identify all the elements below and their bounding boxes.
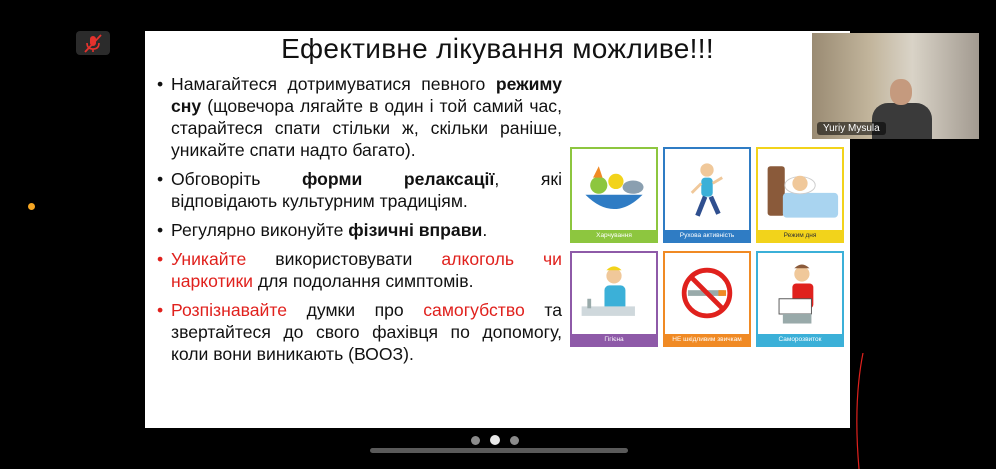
participant-name: Yuriy Mysula [817,122,886,135]
bullet-text-run: форми релаксації [302,169,495,189]
mic-off-button[interactable] [76,31,110,55]
bullet-marker: • [157,249,164,269]
participant-video-tile[interactable] [812,33,979,139]
bullet-marker: • [157,300,164,320]
bullet-text-run: Намагайтеся дотримуватися певного [171,74,496,94]
illustration-caption: Режим дня [758,230,842,241]
bullet-text [171,248,562,292]
bullet-text-run: самогубство [423,300,525,320]
bullet-list [157,73,562,372]
page-dot[interactable] [510,436,519,445]
illustration-card [570,147,658,243]
bullet-text-run: , які відповідають культурним традиціям. [171,169,562,211]
illustration-caption: Рухова активність [665,230,749,241]
sleeping-person-icon [760,151,840,229]
bullet-text-run: думки про [287,300,424,320]
bullet-text-run: Уникайте [171,249,247,269]
washing-hands-icon [574,255,654,333]
slide-title: Ефективне лікування можливе!!! [281,33,714,64]
bullet-text-run: фізичні вправи [348,220,483,240]
bullet-text-run: (щовечора лягайте в один і той самий час, старайтеся спати стільки ж, скільки раніше, уникайте спати надто багато). [171,96,562,160]
bullet-item [157,219,562,241]
page-dot[interactable] [471,436,480,445]
illustration-card [756,147,844,243]
illustration-card [663,251,751,347]
illustration-caption: Саморозвиток [758,334,842,345]
illustration-caption: Гігієна [572,334,656,345]
horizontal-scrollbar[interactable] [370,448,628,453]
bullet-marker: • [157,74,164,94]
illustration-grid [570,147,844,347]
bullet-text [171,299,562,365]
bullet-text-run: режиму сну [171,74,562,116]
illustration-card [756,251,844,347]
bullet-marker: • [157,220,164,240]
bullet-text [171,168,562,212]
bullet-text-run: алкоголь чи наркотики [171,249,562,291]
page-dot[interactable] [490,435,500,445]
illustration-card [570,251,658,347]
annotation-stroke [853,353,865,469]
bullet-item [157,168,562,212]
runner-icon [667,151,747,229]
status-dot-icon [28,203,35,210]
food-bowl-icon [574,151,654,229]
bullet-item [157,248,562,292]
bullet-text-run: Обговоріть [171,169,303,189]
mic-off-icon [76,31,110,55]
illustration-card [663,147,751,243]
participant-head [890,79,912,105]
illustration-caption: НЕ шкідливим звичкам [665,334,749,345]
bullet-text-run: Регулярно виконуйте [171,220,349,240]
bullet-text-run: Розпізнавайте [171,300,288,320]
bullet-text-run: використовувати [246,249,442,269]
illustration-caption: Харчування [572,230,656,241]
bullet-text-run: та звертайтеся до свого фахівця по допомогу, коли вони виникають (ВООЗ). [171,300,562,364]
bullet-text [171,73,562,161]
reading-person-icon [760,255,840,333]
bullet-item [157,73,562,161]
page-indicator[interactable] [471,434,519,446]
bullet-text-run: для подолання симптомів. [253,271,474,291]
shared-slide [145,31,850,428]
bullet-marker: • [157,169,164,189]
bullet-item [157,299,562,365]
bullet-text [171,219,562,241]
bullet-text-run: . [482,220,488,240]
no-smoking-icon [667,255,747,333]
